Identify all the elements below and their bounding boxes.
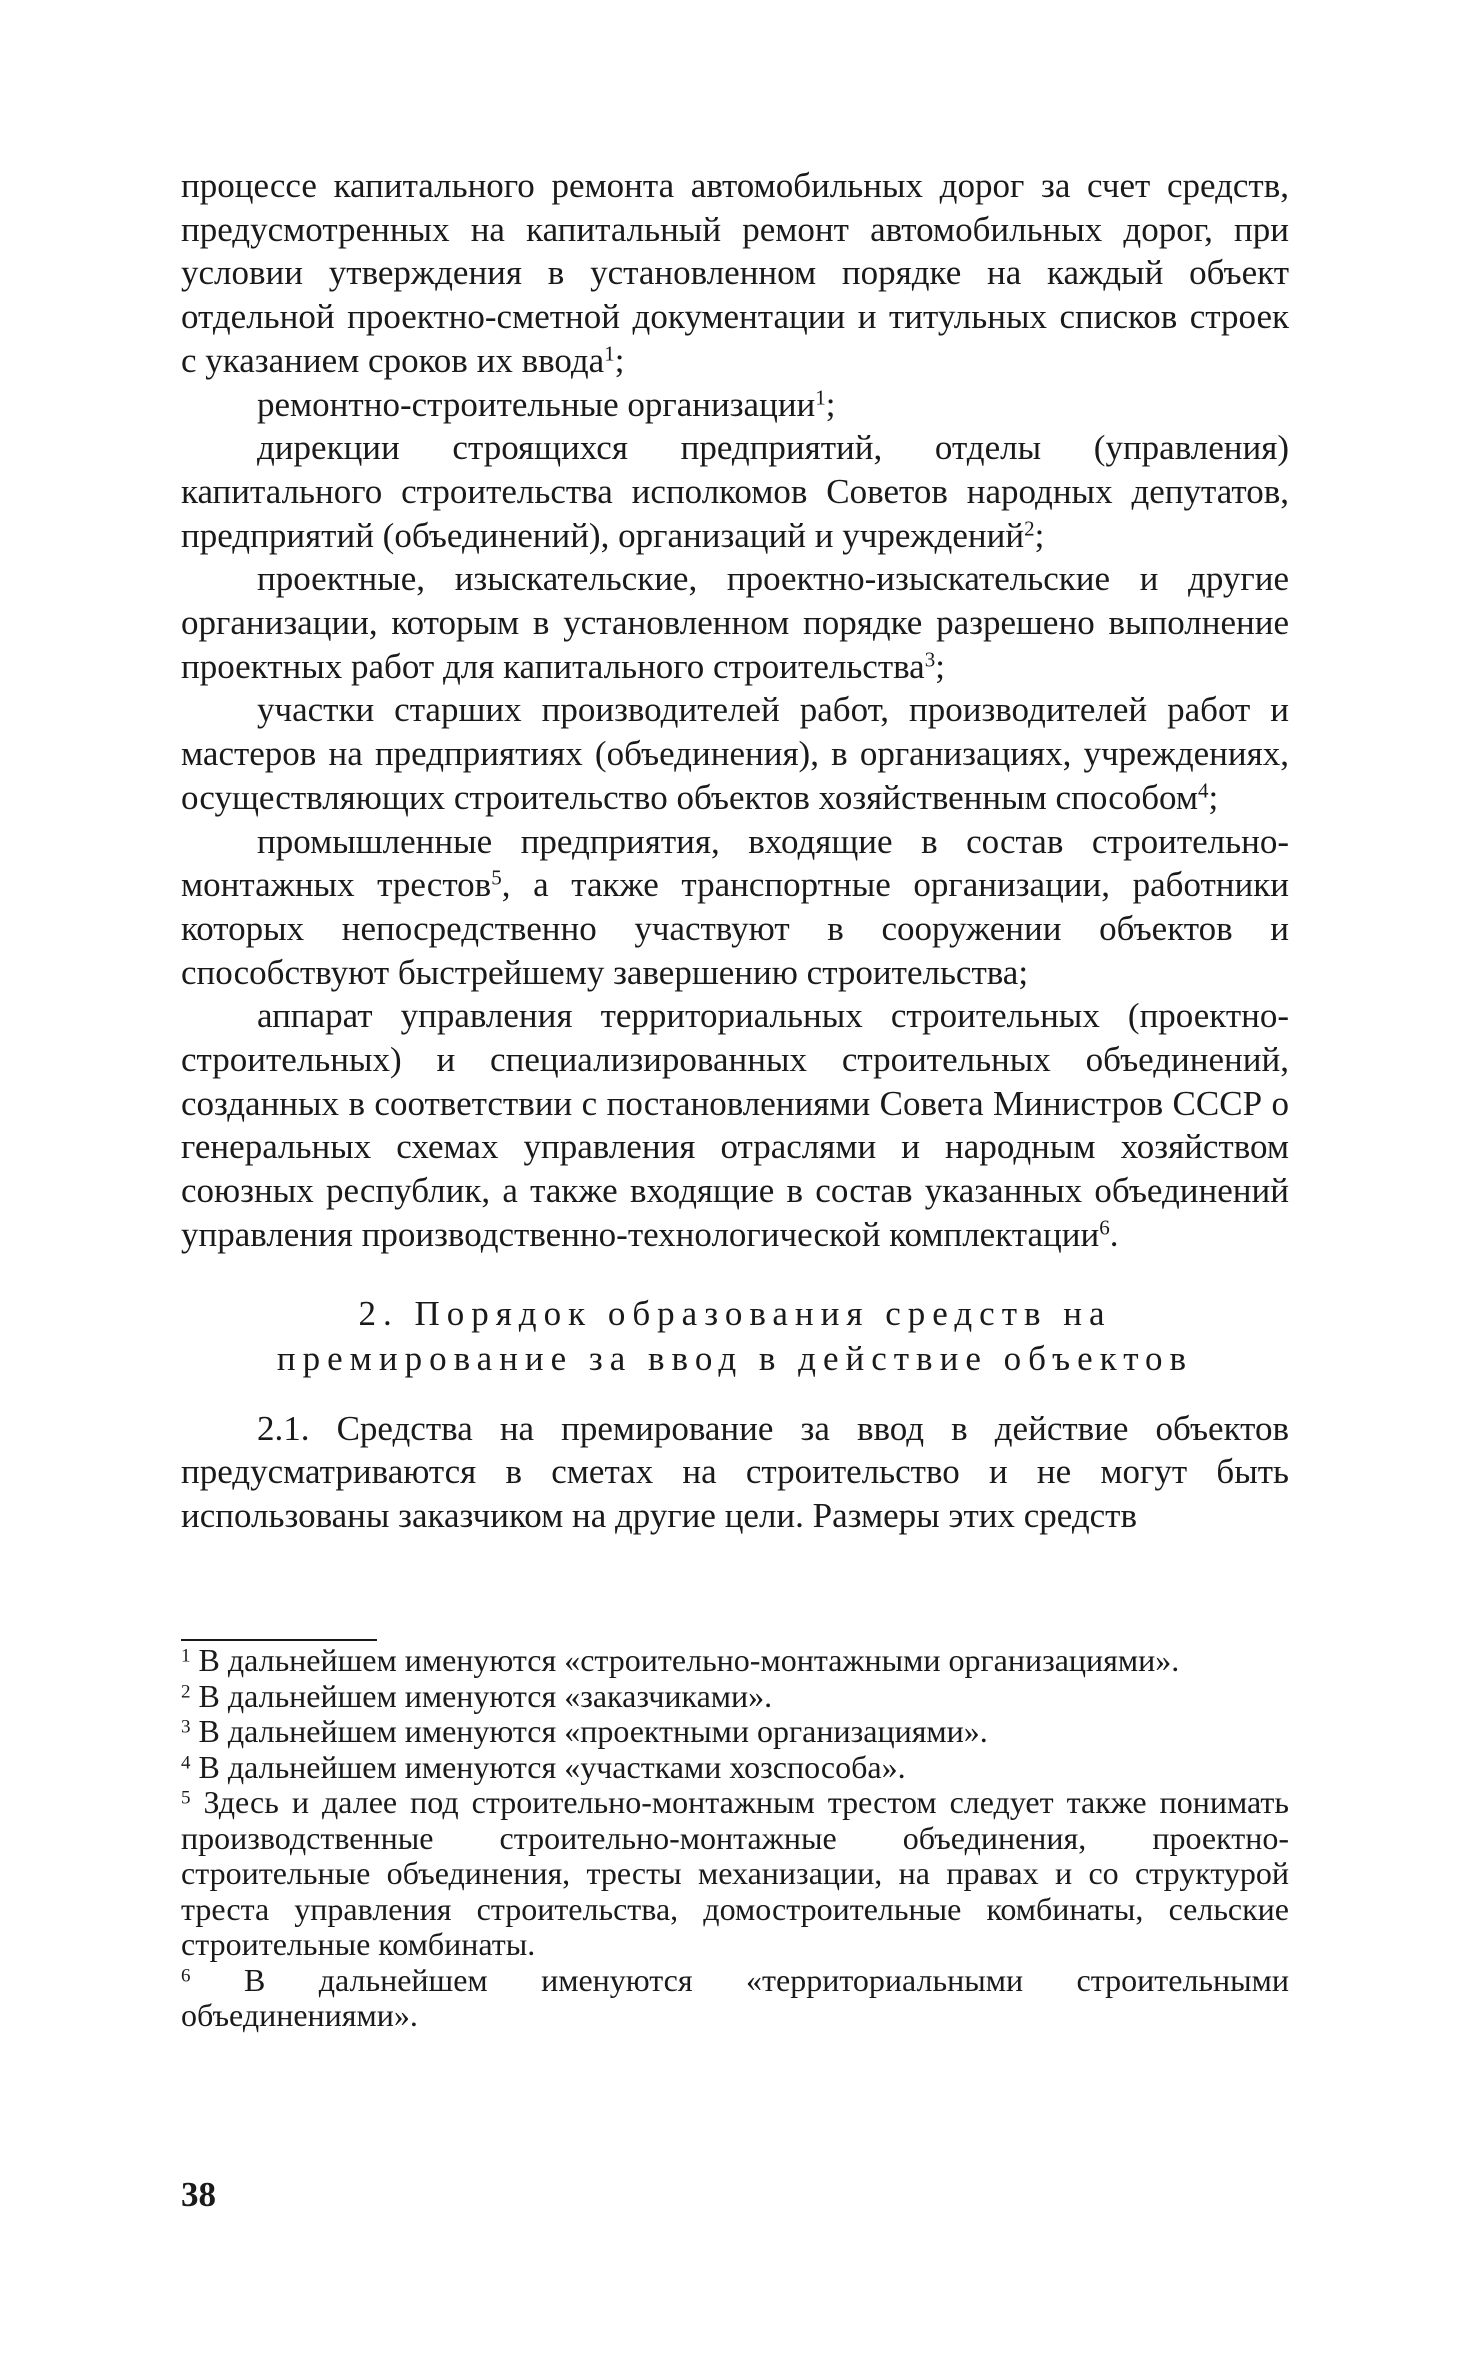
footnote-text: В дальнейшем именуются «строительно-монтажными организациями». — [198, 1642, 1180, 1678]
footnote-ref: 1 — [604, 341, 615, 366]
paragraph-repair-organizations — [181, 383, 1289, 427]
footnote-mark: 5 — [181, 1787, 191, 1809]
footnote-ref: 6 — [1099, 1215, 1110, 1240]
paragraph-directorates — [181, 426, 1289, 557]
footnote-text: Здесь и далее под строительно-монтажным трестом следует также понимать производственные строительно-монтажные объединения, проектно-строительные объединения, тресты механизации, на правах и со структурой треста управления строительства, домостроительные комбинаты, сельские строительные комбинаты. — [181, 1784, 1290, 1962]
paragraph-text: проектные, изыскательские, проектно-изыскательские и другие организации, которым в установленном порядке разрешено выполнение проектных работ для капитального строительства — [181, 559, 1289, 686]
footnote-text: В дальнейшем именуются «проектными организациями». — [198, 1713, 988, 1749]
footnote-2 — [181, 1679, 1289, 1715]
footnote-text: В дальнейшем именуются «участками хозспособа». — [198, 1748, 906, 1785]
paragraph-text: участки старших производителей работ, производителей работ и мастеров на предприятиях (объединения), в организациях, учреждениях, осуществляющих строительство объектов хозяйственным способом — [181, 690, 1289, 817]
footnote-text: В дальнейшем именуются «территориальными строительными объединениями». — [181, 1961, 1290, 2033]
paragraph-design-organizations — [181, 557, 1289, 688]
footnote-ref: 4 — [1198, 778, 1209, 803]
paragraph-management-apparatus — [181, 994, 1289, 1256]
footnote-mark: 3 — [181, 1716, 191, 1738]
paragraph-industrial-enterprises — [181, 820, 1289, 995]
paragraph-work-sites — [181, 688, 1289, 819]
footnote-mark: 6 — [181, 1965, 191, 1986]
paragraph-text: аппарат управления территориальных строительных (проектно-строительных) и специализированных строительных объединений, созданных в соответствии с постановлениями Совета Министров СССР о генеральных схемах управления отраслями и народным хозяйством союзных республик, а также входящие в состав указанных объединений управления производственно-технологической комплектации — [181, 996, 1289, 1254]
paragraph-text: промышленные предприятия, входящие в состав строительно-монтажных трестов — [181, 821, 1289, 905]
section-heading-line-1: 2. Порядок образования средств на — [358, 1293, 1112, 1333]
paragraph-end: ; — [1034, 515, 1045, 555]
paragraph-text: дирекции строящихся предприятий, отделы (управления) капитального строительства исполкомов Советов народных депутатов, предприятий (объединений), организаций и учреждений — [181, 428, 1289, 555]
footnotes — [181, 1643, 1289, 2034]
footnote-3 — [181, 1714, 1289, 1750]
footnote-5 — [181, 1785, 1289, 1963]
paragraph-end: ; — [825, 384, 836, 424]
footnote-1 — [181, 1643, 1289, 1679]
body-text — [181, 164, 1289, 1538]
footnote-6 — [181, 1963, 1289, 2034]
footnote-ref: 3 — [924, 647, 936, 672]
paragraph-2-1: 2.1. Средства на премирование за ввод в действие объектов предусматриваются в сметах на строительство и не могут быть использованы заказчиком на другие цели. Размеры этих средств — [181, 1408, 1289, 1535]
paragraph-end: ; — [614, 340, 625, 380]
footnote-ref: 2 — [1024, 516, 1035, 541]
footnote-text: В дальнейшем именуются «заказчиками». — [198, 1677, 773, 1714]
paragraph-end: ; — [1208, 777, 1219, 817]
footnote-4 — [181, 1750, 1289, 1786]
paragraph-end: ; — [935, 646, 945, 686]
footnote-divider — [181, 1639, 377, 1641]
footnote-mark: 4 — [181, 1752, 191, 1773]
paragraph-end: . — [1109, 1214, 1119, 1254]
footnote-mark: 1 — [181, 1645, 191, 1667]
footnote-ref: 5 — [491, 865, 502, 890]
paragraph-text: ремонтно-строительные организации — [257, 384, 816, 424]
section-heading — [181, 1291, 1289, 1381]
footnote-mark: 2 — [181, 1681, 191, 1702]
footnote-ref: 1 — [815, 384, 826, 409]
section-heading-line-2: премирование за ввод в действие объектов — [276, 1338, 1194, 1378]
paragraph-capital-repair — [181, 164, 1289, 383]
page-number: 38 — [181, 2175, 216, 2214]
paragraph-text: процессе капитального ремонта автомобильных дорог за счет средств, предусмотренных на капитальный ремонт автомобильных дорог, при условии утверждения в установленном порядке на каждый объект отдельной проектно-сметной документации и титульных списков строек с указанием сроков их ввода — [181, 166, 1289, 380]
paragraph-text-continued: , а также транспортные организации, работники которых непосредственно участвуют в сооружении объектов и способствуют быстрейшему завершению строительства; — [181, 865, 1289, 992]
